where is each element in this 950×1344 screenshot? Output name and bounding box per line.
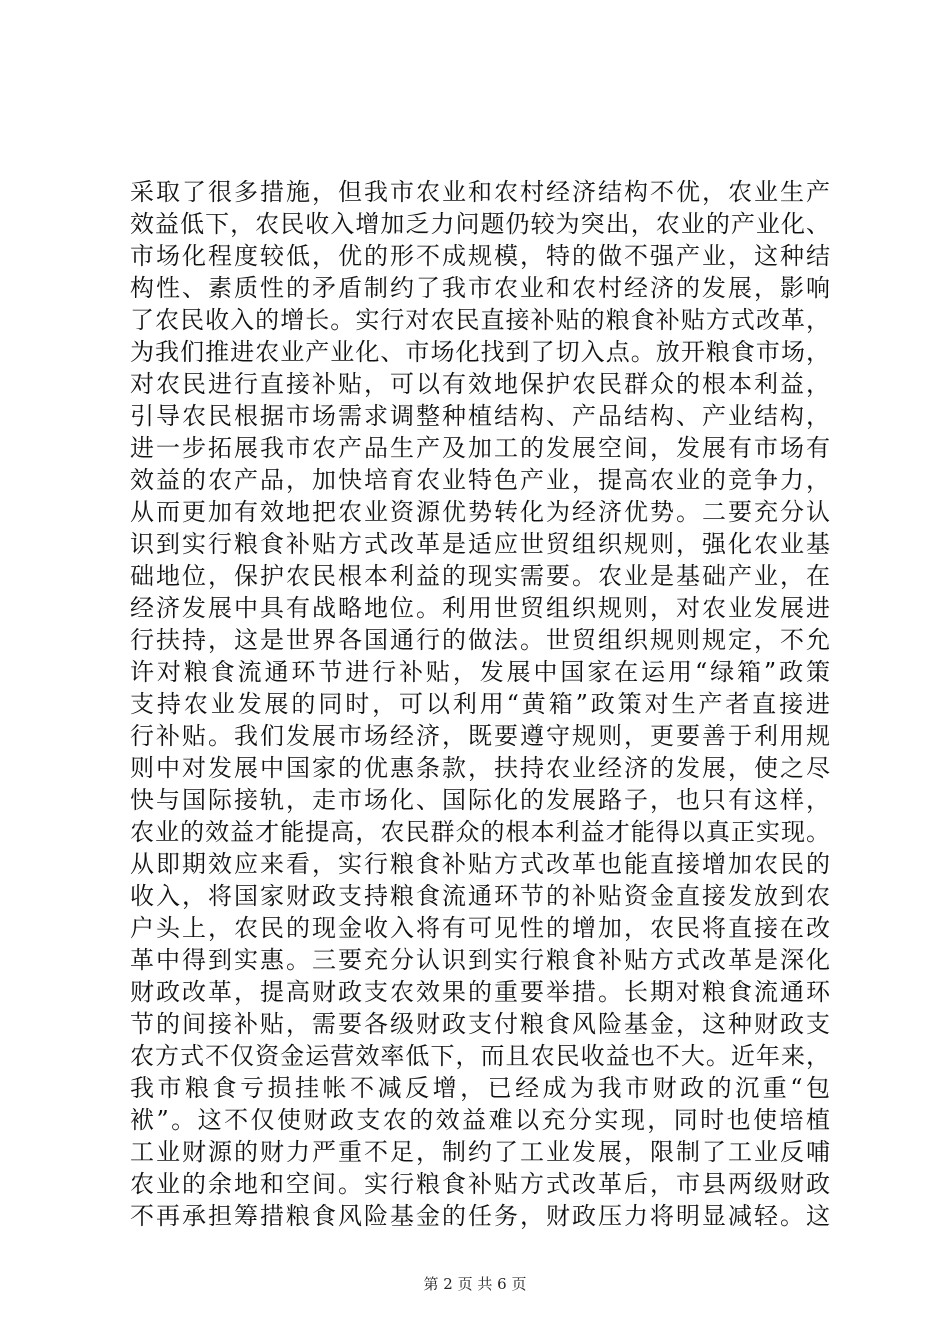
text-line: 农方式不仅资金运营效率低下，而且农民收益也不大。近年来， [130, 1042, 830, 1070]
text-line: 效益低下，农民收入增加乏力问题仍较为突出，农业的产业化、 [130, 210, 830, 238]
text-line: 了农民收入的增长。实行对农民直接补贴的粮食补贴方式改革， [130, 306, 830, 334]
text-line: 从而更加有效地把农业资源优势转化为经济优势。二要充分认 [130, 498, 830, 526]
text-line: 引导农民根据市场需求调整种植结构、产品结构、产业结构， [130, 402, 830, 430]
text-line: 财政改革，提高财政支农效果的重要举措。长期对粮食流通环 [130, 978, 830, 1006]
body-text [130, 176, 830, 1232]
text-line: 许对粮食流通环节进行补贴，发展中国家在运用“绿箱”政策 [130, 658, 830, 686]
text-line: 则中对发展中国家的优惠条款，扶持农业经济的发展，使之尽 [130, 754, 830, 782]
text-line: 不再承担筹措粮食风险基金的任务，财政压力将明显减轻。这 [130, 1202, 830, 1230]
text-line: 革中得到实惠。三要充分认识到实行粮食补贴方式改革是深化 [130, 946, 830, 974]
text-line: 我市粮食亏损挂帐不减反增，已经成为我市财政的沉重“包 [130, 1074, 830, 1102]
text-line: 对农民进行直接补贴，可以有效地保护农民群众的根本利益， [130, 370, 830, 398]
text-line: 节的间接补贴，需要各级财政支付粮食风险基金，这种财政支 [130, 1010, 830, 1038]
text-line: 农业的余地和空间。实行粮食补贴方式改革后，市县两级财政 [130, 1170, 830, 1198]
text-line: 收入，将国家财政支持粮食流通环节的补贴资金直接发放到农 [130, 882, 830, 910]
text-line: 工业财源的财力严重不足，制约了工业发展，限制了工业反哺 [130, 1138, 830, 1166]
text-line: 行补贴。我们发展市场经济，既要遵守规则，更要善于利用规 [130, 722, 830, 750]
text-line: 经济发展中具有战略地位。利用世贸组织规则，对农业发展进 [130, 594, 830, 622]
text-line: 支持农业发展的同时，可以利用“黄箱”政策对生产者直接进 [130, 690, 830, 718]
text-line: 构性、素质性的矛盾制约了我市农业和农村经济的发展，影响 [130, 274, 830, 302]
text-line: 袱”。这不仅使财政支农的效益难以充分实现，同时也使培植 [130, 1106, 830, 1134]
text-line: 为我们推进农业产业化、市场化找到了切入点。放开粮食市场， [130, 338, 830, 366]
text-line: 采取了很多措施，但我市农业和农村经济结构不优，农业生产 [130, 178, 830, 206]
text-line: 识到实行粮食补贴方式改革是适应世贸组织规则，强化农业基 [130, 530, 830, 558]
text-line: 从即期效应来看，实行粮食补贴方式改革也能直接增加农民的 [130, 850, 830, 878]
text-line: 进一步拓展我市农产品生产及加工的发展空间，发展有市场有 [130, 434, 830, 462]
text-line: 行扶持，这是世界各国通行的做法。世贸组织规则规定，不允 [130, 626, 830, 654]
text-line: 快与国际接轨，走市场化、国际化的发展路子，也只有这样， [130, 786, 830, 814]
page-footer: 第 2 页 共 6 页 [423, 1275, 527, 1293]
text-line: 农业的效益才能提高，农民群众的根本利益才能得以真正实现。 [130, 818, 830, 846]
text-line: 户头上，农民的现金收入将有可见性的增加，农民将直接在改 [130, 914, 830, 942]
text-line: 效益的农产品，加快培育农业特色产业，提高农业的竞争力， [130, 466, 830, 494]
text-line: 市场化程度较低，优的形不成规模，特的做不强产业，这种结 [130, 242, 830, 270]
text-line: 础地位，保护农民根本利益的现实需要。农业是基础产业，在 [130, 562, 830, 590]
